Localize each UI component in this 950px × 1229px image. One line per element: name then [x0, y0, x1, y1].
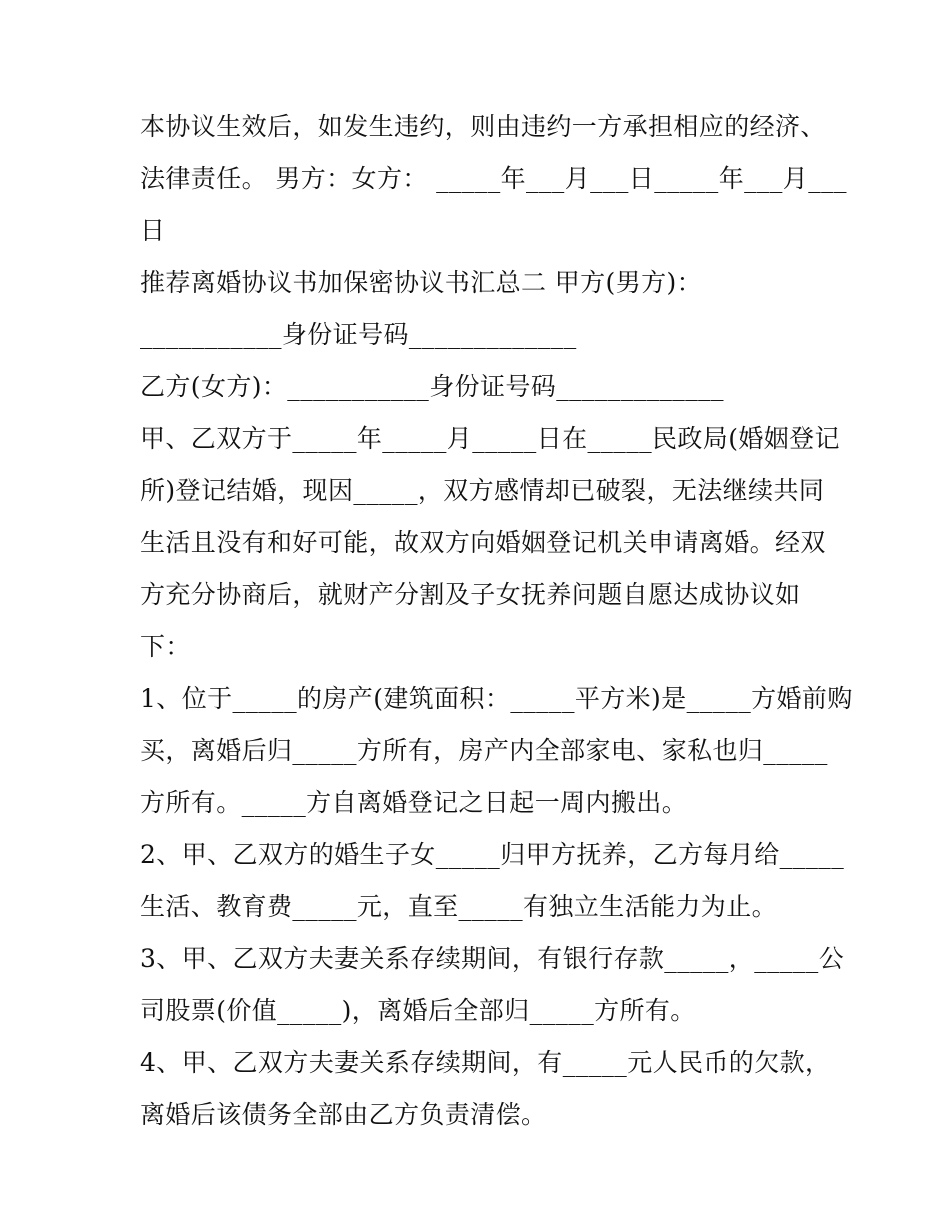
text-line: 所)登记结婚，现因_____，双方感情却已破裂，无法继续共同: [140, 476, 825, 505]
text-line: 本协议生效后，如发生违约，则由违约一方承担相应的经济、: [140, 112, 826, 141]
text-line: 3、甲、乙双方夫妻关系存续期间，有银行存款_____，_____公: [140, 944, 845, 973]
text-line: 买，离婚后归_____方所有，房产内全部家电、家私也归_____: [140, 736, 828, 765]
text-line: 法律责任。 男方：女方： _____年___月___日_____年___月___: [140, 164, 847, 193]
text-line: ___________身份证号码_____________: [140, 320, 577, 349]
text-line: 司股票(价值_____)，离婚后全部归_____方所有。: [140, 996, 696, 1025]
text-line: 推荐离婚协议书加保密协议书汇总二 甲方(男方)：: [140, 268, 703, 297]
text-line: 日: [140, 216, 166, 245]
text-line: 下：: [140, 632, 191, 661]
text-line: 1、位于_____的房产(建筑面积：_____平方米)是_____方婚前购: [140, 684, 853, 713]
text-line: 4、甲、乙双方夫妻关系存续期间，有_____元人民币的欠款，: [140, 1048, 831, 1077]
text-line: 2、甲、乙双方的婚生子女_____归甲方抚养，乙方每月给_____: [140, 840, 845, 869]
text-line: 乙方(女方)：___________身份证号码_____________: [140, 372, 724, 401]
text-line: 生活、教育费_____元，直至_____有独立生活能力为止。: [140, 892, 778, 921]
text-line: 甲、乙双方于_____年_____月_____日在_____民政局(婚姻登记: [140, 424, 840, 453]
text-line: 方所有。_____方自离婚登记之日起一周内搬出。: [140, 788, 688, 817]
text-line: 生活且没有和好可能，故双方向婚姻登记机关申请离婚。经双: [140, 528, 826, 557]
text-line: 离婚后该债务全部由乙方负责清偿。: [140, 1100, 547, 1129]
document-body: [140, 101, 853, 1141]
text-line: 方充分协商后，就财产分割及子女抚养问题自愿达成协议如: [140, 580, 801, 609]
